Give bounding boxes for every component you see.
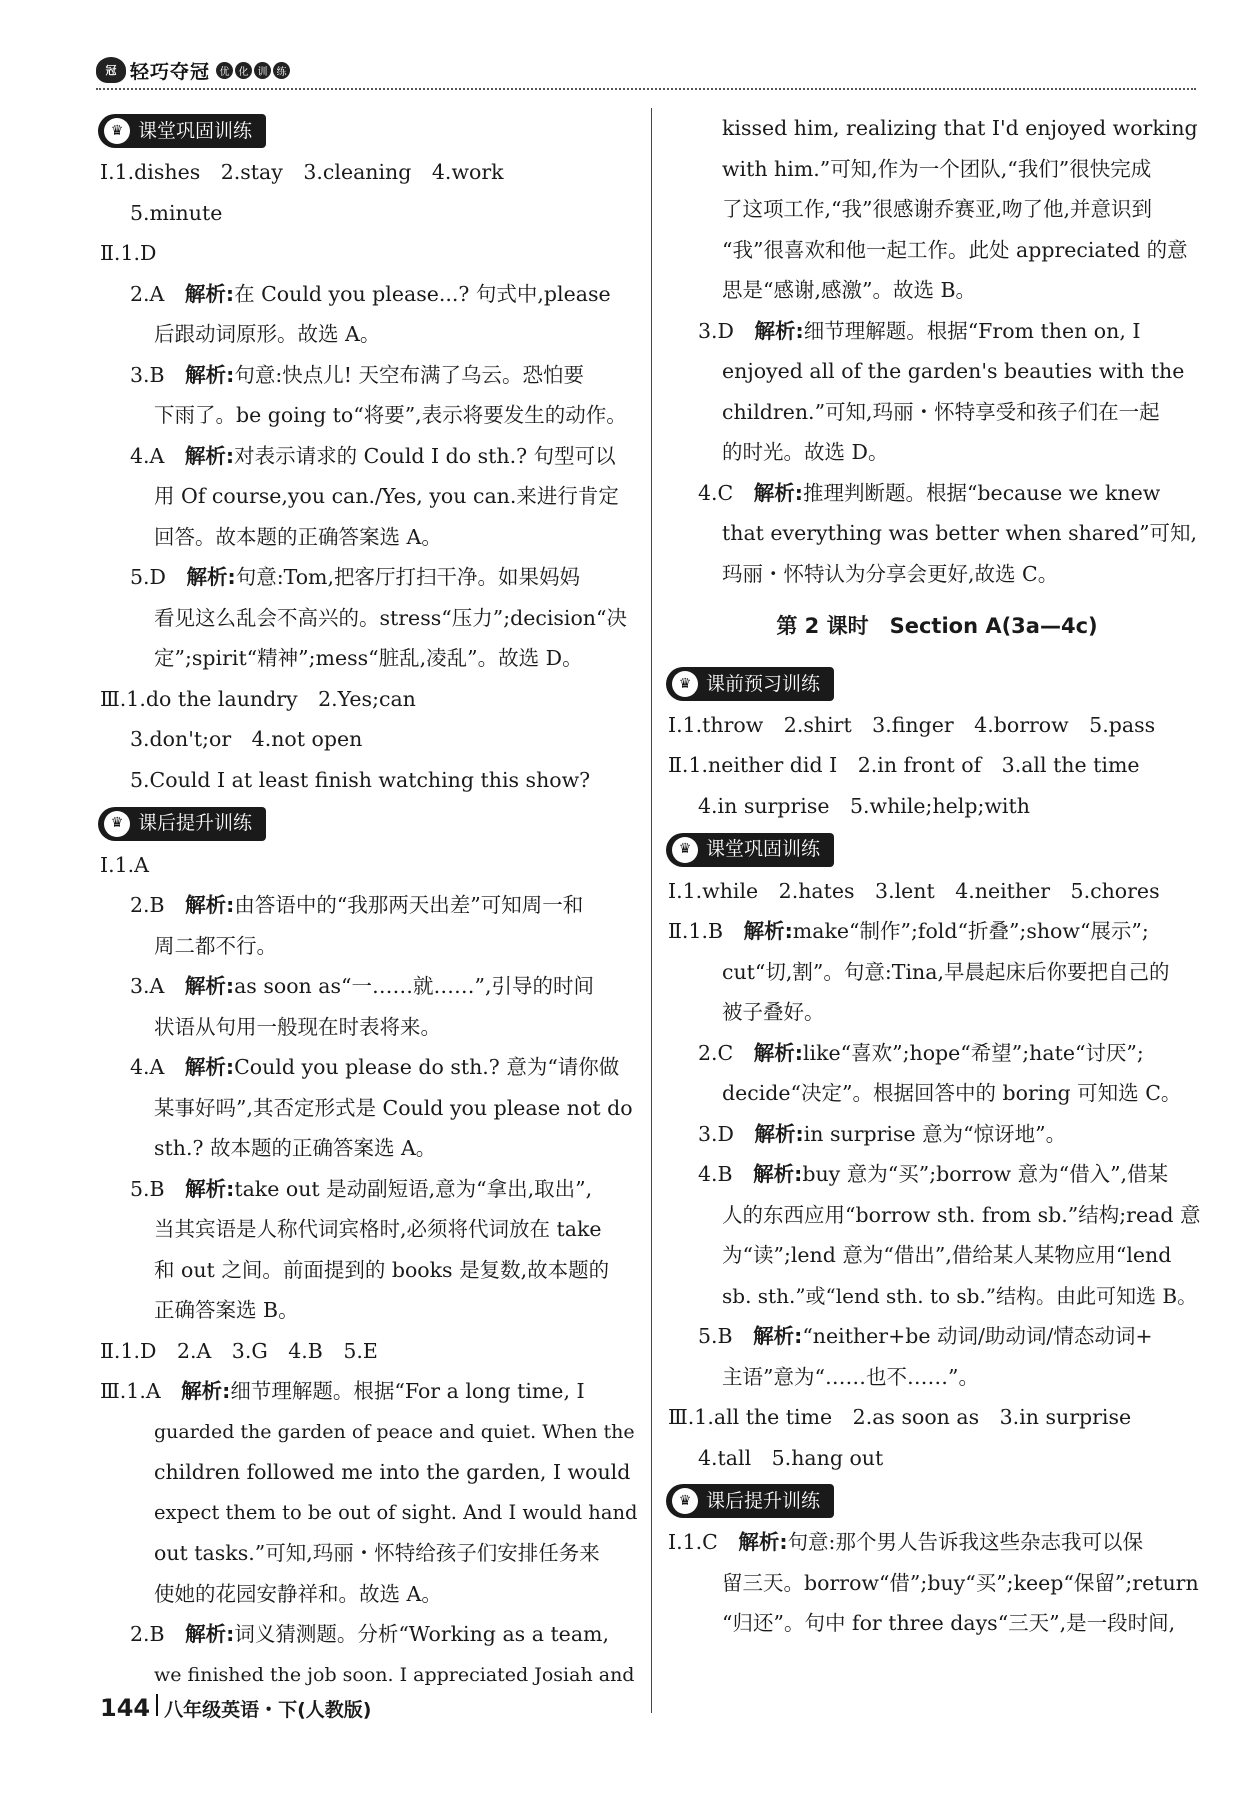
analysis-text: 对表示请求的 Could I do sth.? 句型可以 bbox=[234, 443, 616, 468]
analysis-text: 推理判断题。根据“because we knew bbox=[802, 480, 1161, 505]
column-divider bbox=[651, 108, 652, 1713]
answer-line bbox=[668, 1154, 1206, 1195]
analysis-text: “neither+be 动词/助动词/情态动词+ bbox=[802, 1324, 1153, 1348]
answer-line: children.”可知,玛丽・怀特享受和孩子们在一起 bbox=[722, 399, 1160, 424]
section-heading bbox=[98, 807, 266, 841]
answer-line: sth.? 故本题的正确答案选 A。 bbox=[154, 1136, 437, 1160]
section-heading-text: 课堂巩固训练 bbox=[138, 120, 253, 142]
analysis-label: 解析: bbox=[184, 281, 235, 306]
footer-bar bbox=[156, 1694, 158, 1716]
page-footer bbox=[100, 1694, 371, 1722]
logo-sub-char: 化 bbox=[235, 62, 252, 79]
analysis-label: 解析: bbox=[743, 919, 793, 943]
answer-line bbox=[100, 1047, 638, 1088]
answer-number: 4.A bbox=[130, 443, 165, 468]
analysis-text: 句意:Tom,把客厅打扫干净。如果妈妈 bbox=[235, 565, 580, 590]
answer-line bbox=[100, 1371, 638, 1412]
logo-sub-char: 练 bbox=[273, 62, 290, 79]
answer-line: 使她的花园安静祥和。故选 A。 bbox=[154, 1581, 442, 1606]
answer-line: 主语”意为“……也不……”。 bbox=[722, 1364, 979, 1389]
answer-number: 2.A bbox=[130, 281, 165, 306]
logo-sub-char: 优 bbox=[216, 62, 233, 79]
answer-line: Ⅰ.1.dishes 2.stay 3.cleaning 4.work bbox=[100, 160, 504, 185]
analysis-text: 细节理解题。根据“From then on, I bbox=[803, 318, 1141, 343]
crown-icon: ♛ bbox=[104, 118, 130, 144]
answer-line: 了这项工作,“我”很感谢乔赛亚,吻了他,并意识到 bbox=[722, 197, 1153, 221]
answer-line: 的时光。故选 D。 bbox=[722, 440, 889, 464]
answer-line: 4.in surprise 5.while;help;with bbox=[698, 793, 1030, 818]
answer-line bbox=[100, 557, 638, 598]
answer-number: Ⅱ.1.B bbox=[668, 919, 724, 943]
answer-line: 4.tall 5.hang out bbox=[698, 1445, 884, 1470]
answer-line: with him.”可知,作为一个团队,“我们”很快完成 bbox=[722, 156, 1152, 181]
crown-icon: ♛ bbox=[672, 1488, 698, 1514]
answer-number: 5.B bbox=[698, 1324, 733, 1348]
section-heading bbox=[666, 667, 834, 701]
answer-line: 玛丽・怀特认为分享会更好,故选 C。 bbox=[722, 561, 1059, 586]
answer-line: Ⅰ.1.throw 2.shirt 3.finger 4.borrow 5.pass bbox=[668, 712, 1156, 737]
header-rule bbox=[96, 88, 1196, 90]
answer-number: 4.A bbox=[130, 1055, 165, 1079]
analysis-text: take out 是动副短语,意为“拿出,取出”, bbox=[234, 1176, 593, 1201]
analysis-label: 解析: bbox=[185, 1622, 235, 1646]
answer-line: 为“读”;lend 意为“借出”,借给某人某物应用“lend bbox=[722, 1243, 1172, 1267]
analysis-text: as soon as“一……就……”,引导的时间 bbox=[234, 974, 594, 998]
answer-line: Ⅰ.1.A bbox=[100, 852, 149, 877]
logo-sub-char: 训 bbox=[254, 62, 271, 79]
analysis-text: like“喜欢”;hope“希望”;hate“讨厌”; bbox=[802, 1040, 1144, 1065]
lesson-title: 第 2 课时 Section A(3a—4c) bbox=[776, 614, 1098, 638]
answer-line: 3.don't;or 4.not open bbox=[130, 727, 363, 752]
answer-line: Ⅱ.1.D bbox=[100, 241, 157, 266]
crown-icon: ♛ bbox=[672, 837, 698, 863]
answer-line: 正确答案选 B。 bbox=[154, 1298, 299, 1322]
answer-line bbox=[668, 1114, 1206, 1155]
section-heading bbox=[666, 833, 834, 867]
answer-line: out tasks.”可知,玛丽・怀特给孩子们安排任务来 bbox=[154, 1541, 600, 1565]
answer-line: decide“决定”。根据回答中的 boring 可知选 C。 bbox=[722, 1081, 1182, 1105]
answer-line bbox=[100, 1169, 638, 1210]
answer-line: that everything was better when shared”可知, bbox=[722, 521, 1198, 545]
answer-line: cut“切,割”。句意:Tina,早晨起床后你要把自己的 bbox=[722, 959, 1170, 984]
answer-number: 3.D bbox=[698, 1121, 734, 1146]
analysis-label: 解析: bbox=[184, 1055, 235, 1079]
analysis-label: 解析: bbox=[754, 1121, 804, 1146]
answer-line: kissed him, realizing that I'd enjoyed working bbox=[722, 116, 1198, 140]
analysis-label: 解析: bbox=[185, 893, 235, 917]
page-header bbox=[96, 52, 1196, 92]
analysis-label: 解析: bbox=[181, 1379, 231, 1403]
section-heading-text: 课后提升训练 bbox=[138, 812, 253, 835]
answer-number: 4.B bbox=[698, 1162, 733, 1186]
answer-number: 2.B bbox=[130, 1622, 165, 1646]
analysis-text: in surprise 意为“惊讶地”。 bbox=[803, 1121, 1067, 1146]
analysis-label: 解析: bbox=[185, 362, 235, 387]
section-heading-text: 课堂巩固训练 bbox=[706, 838, 821, 861]
crown-icon: ♛ bbox=[104, 811, 130, 837]
answer-line bbox=[100, 355, 638, 396]
analysis-text: 在 Could you please...? 句式中,please bbox=[234, 281, 611, 306]
answer-line bbox=[100, 966, 638, 1007]
answer-line: Ⅱ.1.D 2.A 3.G 4.B 5.E bbox=[100, 1338, 378, 1363]
answer-line: 状语从句用一般现在时表将来。 bbox=[154, 1014, 441, 1039]
logo-text: 轻巧夺冠 bbox=[130, 60, 211, 83]
answer-line bbox=[668, 473, 1206, 514]
answer-number: Ⅲ.1.A bbox=[100, 1379, 161, 1403]
answer-line: children followed me into the garden, I would bbox=[154, 1460, 631, 1484]
answer-line: Ⅰ.1.while 2.hates 3.lent 4.neither 5.chores bbox=[668, 878, 1160, 903]
analysis-label: 解析: bbox=[753, 1040, 803, 1065]
analysis-label: 解析: bbox=[738, 1530, 788, 1555]
answer-line: Ⅲ.1.all the time 2.as soon as 3.in surprise bbox=[668, 1405, 1132, 1429]
analysis-text: buy 意为“买”;borrow 意为“借入”,借某 bbox=[802, 1162, 1169, 1186]
left-column bbox=[100, 108, 638, 1695]
answer-line: 和 out 之间。前面提到的 books 是复数,故本题的 bbox=[154, 1257, 610, 1282]
answer-line: Ⅱ.1.neither did I 2.in front of 3.all the time bbox=[668, 753, 1140, 778]
answer-line: 留三天。borrow“借”;buy“买”;keep“保留”;return bbox=[722, 1570, 1199, 1595]
analysis-label: 解析: bbox=[754, 318, 804, 343]
section-heading-text: 课前预习训练 bbox=[706, 672, 821, 695]
section-heading bbox=[98, 114, 266, 148]
analysis-label: 解析: bbox=[184, 443, 235, 468]
analysis-label: 解析: bbox=[753, 1324, 803, 1348]
answer-line: 当其宾语是人称代词宾格时,必须将代词放在 take bbox=[154, 1217, 602, 1241]
answer-line: 用 Of course,you can./Yes, you can.来进行肯定 bbox=[154, 484, 619, 509]
answer-line: guarded the garden of peace and quiet. When the bbox=[154, 1420, 635, 1443]
answer-line: 5.minute bbox=[130, 200, 223, 225]
page-number: 144 bbox=[100, 1694, 151, 1722]
analysis-label: 解析: bbox=[753, 480, 803, 505]
analysis-text: 细节理解题。根据“For a long time, I bbox=[230, 1379, 585, 1403]
answer-line: we finished the job soon. I appreciated Josiah and bbox=[154, 1663, 635, 1686]
answer-line bbox=[668, 1033, 1206, 1074]
answer-number: 5.D bbox=[130, 565, 166, 590]
analysis-label: 解析: bbox=[184, 974, 235, 998]
section-heading bbox=[666, 1484, 834, 1518]
answer-number: 4.C bbox=[698, 480, 734, 505]
book-title: 八年级英语・下(人教版) bbox=[164, 1699, 372, 1721]
logo-subtitle bbox=[216, 62, 290, 79]
answer-line: 人的东西应用“borrow sth. from sb.”结构;read 意 bbox=[722, 1202, 1201, 1227]
answer-number: 3.A bbox=[130, 974, 165, 998]
analysis-label: 解析: bbox=[185, 1176, 235, 1201]
analysis-text: 词义猜测题。分析“Working as a team, bbox=[234, 1622, 609, 1646]
answer-line: Ⅲ.1.do the laundry 2.Yes;can bbox=[100, 686, 416, 711]
answer-line: “归还”。句中 for three days“三天”,是一段时间, bbox=[722, 1611, 1176, 1636]
analysis-label: 解析: bbox=[186, 565, 236, 590]
answer-line: “我”很喜欢和他一起工作。此处 appreciated 的意 bbox=[722, 237, 1188, 262]
answer-number: 3.D bbox=[698, 318, 734, 343]
answer-line bbox=[100, 436, 638, 477]
answer-line bbox=[668, 1522, 1206, 1563]
answer-line bbox=[100, 274, 638, 315]
analysis-text: 句意:快点儿! 天空布满了乌云。恐怕要 bbox=[234, 362, 584, 387]
answer-line: 5.Could I at least finish watching this show? bbox=[130, 767, 591, 792]
answer-line: 某事好吗”,其否定形式是 Could you please not do bbox=[154, 1095, 633, 1120]
answer-line: 下雨了。be going to“将要”,表示将要发生的动作。 bbox=[154, 403, 627, 428]
answer-line: 周二都不行。 bbox=[154, 933, 277, 958]
analysis-text: Could you please do sth.? 意为“请你做 bbox=[234, 1055, 620, 1079]
answer-line: 后跟动词原形。故选 A。 bbox=[154, 322, 381, 347]
analysis-text: make“制作”;fold“折叠”;show“展示”; bbox=[792, 919, 1149, 943]
answer-line: expect them to be out of sight. And I would hand bbox=[154, 1500, 638, 1524]
answer-line: 定”;spirit“精神”;mess“脏乱,凌乱”。故选 D。 bbox=[154, 646, 583, 671]
publisher-logo bbox=[96, 56, 290, 84]
answer-number: Ⅰ.1.C bbox=[668, 1530, 718, 1555]
answer-line: 看见这么乱会不高兴的。stress“压力”;decision“决 bbox=[154, 605, 627, 630]
analysis-label: 解析: bbox=[753, 1162, 803, 1186]
answer-number: 5.B bbox=[130, 1176, 165, 1201]
answer-line: 被子叠好。 bbox=[722, 1000, 825, 1024]
answer-line: sb. sth.”或“lend sth. to sb.”结构。由此可知选 B。 bbox=[722, 1283, 1198, 1308]
analysis-text: 由答语中的“我那两天出差”可知周一和 bbox=[234, 893, 584, 917]
answer-line: enjoyed all of the garden's beauties with the bbox=[722, 359, 1185, 383]
answer-line bbox=[100, 885, 638, 926]
section-heading-text: 课后提升训练 bbox=[706, 1490, 821, 1512]
answer-line bbox=[100, 1614, 638, 1655]
answer-line: 回答。故本题的正确答案选 A。 bbox=[154, 524, 442, 549]
analysis-text: 句意:那个男人告诉我这些杂志我可以保 bbox=[787, 1530, 1143, 1555]
right-column bbox=[668, 108, 1206, 1644]
answer-line bbox=[668, 911, 1206, 952]
answer-number: 2.C bbox=[698, 1040, 734, 1065]
logo-emblem-icon: 冠 bbox=[96, 57, 126, 83]
answer-line: 思是“感谢,感激”。故选 B。 bbox=[722, 278, 977, 302]
answer-number: 2.B bbox=[130, 893, 165, 917]
answer-line bbox=[668, 311, 1206, 352]
crown-icon: ♛ bbox=[672, 671, 698, 697]
answer-number: 3.B bbox=[130, 362, 165, 387]
answer-line bbox=[668, 1316, 1206, 1357]
